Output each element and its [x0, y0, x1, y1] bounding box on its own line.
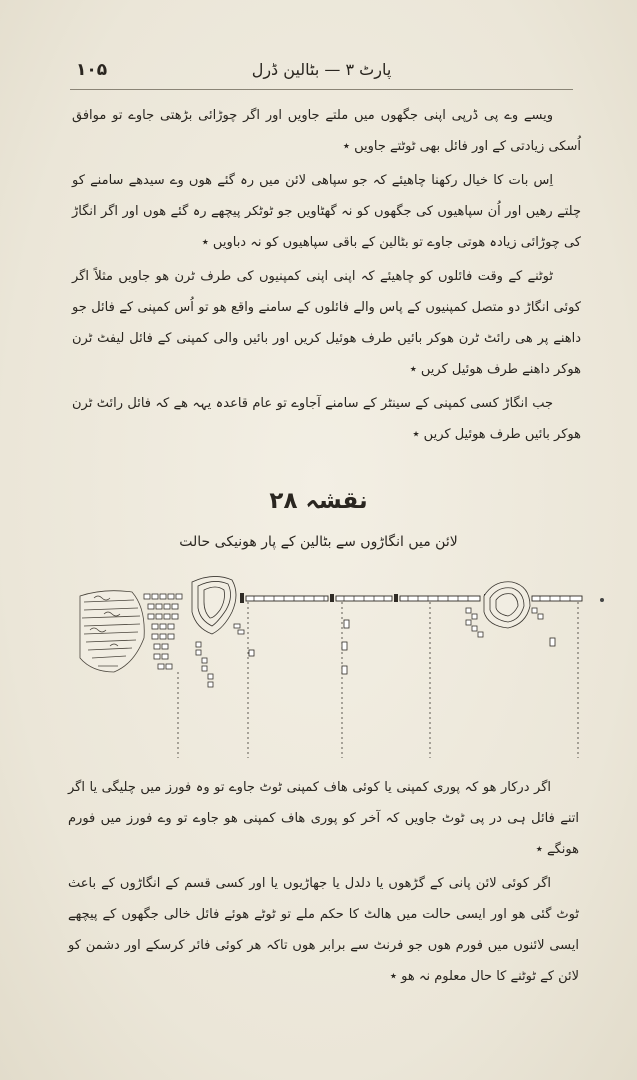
margin-mark	[600, 598, 604, 602]
paragraph: جب انگاڑ کسی کمپنی کے سینٹر کے سامنے آجاوے تو عام قاعدہ یہہ ھے کہ فائل رائٹ ٹرن ھوکر بائیں طرف ھوئیل کریں ٭	[72, 396, 581, 442]
paragraph: اگر کوئی لائن پانی کے گڑھوں یا دلدل یا جھاڑیوں یا اور کسی قسم کے انگاڑوں کے باعث ٹوٹ گئی ھو اور ایسی حالت میں ھالٹ کا حکم ملے تو ٹوٹے ھوئے فائل خالی جگھوں کے پیچھے ایسی لائنوں میں فورم ھوں جو فرنٹ سے برابر ھوں تاکہ ھر کوئی فائر کرسکے اور دشمن کو لائن کے ٹوٹنے کا حال معلوم نہ ھو ٭	[68, 876, 579, 984]
paragraph: ٹوٹنے کے وقت فائلوں کو چاھیئے کہ اپنی اپنی کمپنیوں کی طرف ٹرن ھو جاویں مثلاً اگر کوئی انگاڑ دو متصل کمپنیوں کے پاس والے فائلوں کے سامنے واقع ھو تو اُس کمپنی کے فائل جو داھنے پر ھی رائٹ ٹرن ھوکر بائیں طرف ھوئیل کریں اور بائیں والی کمپنی کے فائل لیفٹ ٹرن ھوکر داھنے طرف ھوئیل کریں ٭	[72, 269, 581, 377]
diagram-svg	[74, 568, 594, 768]
running-title: پارٹ ۳ — بٹالین ڈرل	[251, 60, 392, 79]
header-rule	[70, 89, 573, 90]
body-text-upper	[72, 100, 581, 453]
figure-title: نقشہ ۲۸	[269, 488, 368, 514]
paragraph: اِس بات کا خیال رکھنا چاھیئے کہ جو سپاھی لائن میں رہ گئے ھوں وے سیدھے سامنے کو چلتے رھیں اور اُن سپاھیوں کی جگھوں کو نہ گھٹاویں جو ٹوٹکر پیچھے رہ گئے ھوں اور اگر انگاڑ کی چوڑائی زیادہ ھوتی جاوے تو بٹالین کے باقی سپاھیوں کو نہ دباویں ٭	[72, 173, 581, 250]
formation-diagram	[74, 568, 594, 768]
figure-caption: لائن میں انگاڑوں سے بٹالین کے پار ھونیکی حالت	[179, 534, 458, 550]
marsh-obstacle	[80, 591, 144, 672]
paragraph: ویسے وے پی ڈرپی اپنی جگھوں میں ملتے جاویں اور اگر چوڑائی بڑھتی جاوے تو موافق اُسکی زیادتی کے اور فائل بھی ٹوٹتے جاویں ٭	[72, 108, 581, 154]
body-text-lower	[68, 772, 579, 995]
page-header	[70, 58, 573, 88]
page-number: ۱۰۵	[76, 60, 108, 80]
battalion-line	[246, 596, 582, 601]
wood-obstacle-left	[192, 576, 236, 634]
paragraph: اگر درکار ھو کہ پوری کمپنی یا کوئی ھاف کمپنی ٹوٹ جاوے تو وہ فورز میں چلیگی یا اگر اتنے فائل ہی در پی ٹوٹ جاویں کہ آخر کو پوری ھاف کمپنی ھو جاوے تو وے فورز میں فورم ھونگے ٭	[68, 780, 579, 857]
wood-obstacle-right	[484, 582, 530, 628]
broken-files-center-left	[196, 624, 244, 687]
broken-files-left	[144, 594, 182, 669]
